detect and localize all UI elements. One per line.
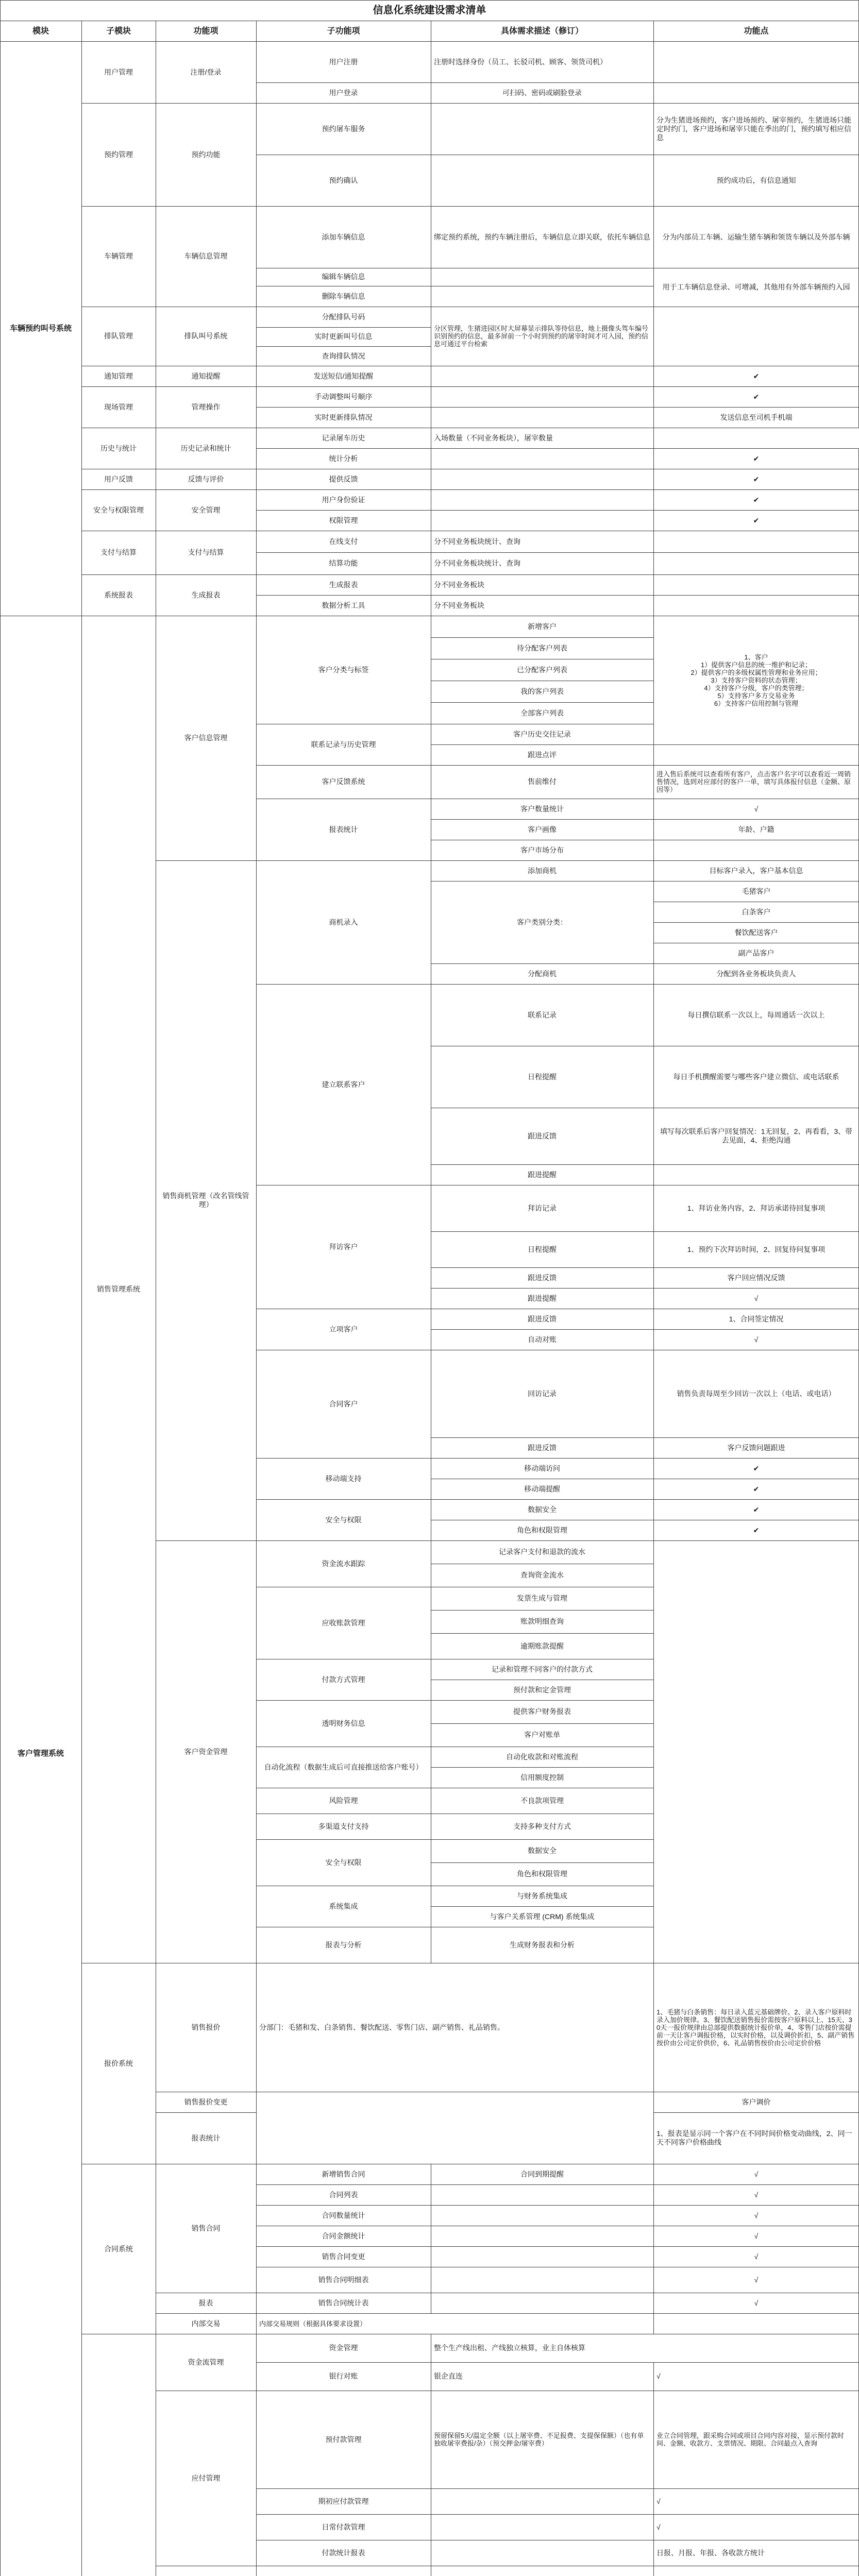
feature-visit-follow: 客户回应情况反馈: [727, 1273, 785, 1282]
assign-opp: 分配商机: [528, 969, 557, 978]
subfunction-header: 子功能项: [327, 26, 360, 36]
function-quote-stat: 报表统计: [191, 2133, 221, 2142]
build-follow: 跟进反馈: [528, 1131, 557, 1140]
contract-item: 销售合同统计表: [318, 2298, 369, 2307]
subfunction-queue-query: 查询排队情况: [322, 351, 365, 360]
subfunction-fund: 自动化流程（数据生成后可直接推送给客户账号）: [264, 1762, 423, 1771]
build-rec: 联系记录: [528, 1010, 557, 1019]
submodule-user-mgmt: 用户管理: [104, 67, 133, 76]
cust-type: 客户类别分类：: [517, 918, 567, 926]
feature-contract-follow: 客户反馈问题跟进: [727, 1443, 785, 1452]
function-header: 功能项: [193, 26, 218, 36]
visit-rec: 拜访记录: [528, 1204, 557, 1212]
function-internal: 内部交易: [191, 2319, 221, 2328]
fund-item: 与财务系统集成: [517, 1891, 567, 1900]
contract-item: 合同数量统计: [322, 2211, 365, 2219]
description-header: 具体需求描述（修订）: [500, 26, 583, 36]
submodule-quote: 报价系统: [104, 2059, 133, 2067]
subfunction-user-reg: 用户注册: [329, 57, 358, 66]
subfunction-add-car: 添加车辆信息: [322, 232, 365, 241]
feature-booking-svc: 分为生猪进场预约，客户进场预约、屠宰预约，生猪进场只能定时约门，客户进场和屠宰只能在季出的门，预约填写相应信息: [656, 115, 851, 142]
ap-item: 付款统计报表: [322, 2548, 365, 2557]
cash-item-desc: 银企直连: [434, 2372, 463, 2380]
subfunction-delete-car: 删除车辆信息: [322, 292, 365, 300]
function-cash: 资金流管理: [188, 2358, 224, 2366]
ap-item: 期初应付款管理: [318, 2497, 369, 2505]
subfunction-opp-entry: 商机录入: [329, 918, 358, 926]
desc-gen-report: 分不同业务板块: [434, 580, 484, 589]
subfunction-online-pay: 在线支付: [329, 537, 358, 546]
feature-ar: [653, 2566, 859, 2576]
feature-notify-check: ✔: [753, 371, 760, 380]
feature-after-sale: 进入售后系统可以查看所有客户，点击客户名字可以查看近一周销售情况，选到对应部付的客户一单，填写具体报付信息（金额、原因等）: [656, 770, 851, 793]
feature-visit-rec: 1、拜访业务内容，2、拜访承诺待回复事项: [687, 1204, 826, 1212]
subfunction-manual-call: 手动调整叫号顺序: [314, 392, 373, 401]
desc-online-pay: 分不同业务板块统计、查询: [434, 537, 520, 546]
function-report: 生成报表: [191, 590, 221, 599]
desc-user-login: 可扫码、密码或刷脸登录: [502, 88, 582, 97]
submodule-yard: 现场管理: [104, 402, 133, 411]
contact-rec: 客户历史交往记录: [513, 730, 571, 738]
subfunction-fund: 应收账款管理: [322, 1618, 365, 1627]
feature-header: 功能点: [744, 26, 769, 36]
function-quote-change: 销售报价变更: [184, 2097, 228, 2106]
subfunction-data-tool: 数据分析工具: [322, 601, 365, 609]
function-car-info: 车辆信息管理: [184, 252, 228, 260]
feature-build-rec: 每日撰信联系一次以上，每周通话一次以上: [687, 1010, 825, 1019]
feature-stat-check: ✔: [753, 454, 760, 463]
fund-item: 账款明细查询: [520, 1617, 564, 1625]
subfunction-give-feedback: 提供反馈: [329, 474, 358, 483]
cust-type-item: 毛猪客户: [742, 887, 771, 895]
feature-ap3: √: [656, 2522, 661, 2531]
submodule-sales: 销售管理系统: [97, 1285, 140, 1293]
subfunction-mobile: 移动端支持: [325, 1474, 362, 1483]
function-queue: 排队叫号系统: [184, 332, 228, 340]
ap-item: 预付款管理: [325, 2435, 362, 2444]
cust-class-item: 已分配客户列表: [517, 665, 567, 674]
function-cust-info: 客户信息管理: [184, 734, 228, 742]
ar-item-desc: [431, 2566, 653, 2576]
ar-item: [256, 2566, 431, 2576]
fund-item: 提供客户财务报表: [513, 1707, 571, 1716]
cust-region: 客户画像: [528, 825, 557, 834]
feature-ap: 业立合同管理，跟采购合同或项目合同内容对接，显示预付款时间、金额、收款方、支票情况、期限、合同最点入查询: [656, 2432, 845, 2447]
cust-class-item: 待分配客户列表: [517, 643, 567, 652]
feature-manual-call-check: ✔: [753, 392, 760, 401]
subfunction-user-login: 用户登录: [329, 88, 358, 97]
visit-follow: 跟进反馈: [528, 1273, 557, 1282]
function-ap: 应付管理: [191, 2473, 221, 2482]
feature-cust-count: √: [754, 804, 759, 813]
cust-type-item: 白条客户: [742, 907, 771, 916]
fund-item: 不良款项管理: [520, 1796, 564, 1805]
contract-item: 合同列表: [329, 2190, 358, 2199]
feature-ap4: 日报、月报、年报、各收款方统计: [656, 2548, 765, 2557]
feature-contract-item: √: [754, 2231, 759, 2240]
role-perm: 角色和权限管理: [517, 1526, 567, 1534]
sheet-title: 信息化系统建设需求清单: [373, 4, 486, 16]
cust-type-item: 副产品客户: [738, 948, 774, 957]
desc-settle: 分不同业务板块统计、查询: [434, 559, 520, 567]
feature-mobile-visit: ✔: [753, 1464, 760, 1472]
desc-data-tool: 分不同业务板块: [434, 601, 484, 609]
feature-edit-car: 用于工车辆信息登录、可增减，其他用有外部车辆预约入园: [662, 283, 850, 291]
function-pay: 支付与结算: [188, 548, 224, 556]
feature-contract-item: √: [754, 2298, 759, 2307]
feature-visit-plan: 1、预约下次拜访时间，2、回复待问复事项: [687, 1245, 826, 1253]
feature-add-car: 分为内部员工车辆、运输生猪车辆和领货车辆以及外部车辆: [662, 232, 850, 241]
feature-contract-item: √: [754, 2190, 759, 2199]
subfunction-booking-confirm: 预约确认: [329, 176, 358, 184]
function-contract-report: 报表: [198, 2298, 213, 2307]
subfunction-cust-feedback: 客户反馈系统: [322, 777, 365, 786]
fund-item: 预付款和定金管理: [513, 1685, 571, 1694]
cust-dist: 客户市场分布: [520, 845, 564, 854]
contract-item-desc: 合同到期提醒: [520, 2170, 564, 2178]
fund-item: 发票生成与管理: [517, 1594, 567, 1602]
feature-perm-check: ✔: [753, 516, 760, 524]
function-booking: 预约功能: [191, 150, 221, 159]
subfunction-queue-assign: 分配排队号码: [322, 312, 365, 321]
submodule-feedback: 用户反馈: [104, 474, 133, 483]
function-sales-quote: 销售报价: [191, 2023, 221, 2031]
cash-item-desc: 整个生产线出租、产线独立核算，业主自体核算: [434, 2344, 585, 2352]
subfunction-fund: 系统集成: [329, 1902, 358, 1910]
fund-item: 自动化收款和对账流程: [506, 1752, 578, 1761]
fund-item: 查询资金流水: [520, 1571, 564, 1579]
feature-cust-class: 1、客户 1）提供客户信息的统一维护和记录； 2）提供客户的多级权属性管理和业务应用； 3）支持客户资料的状态管理； 4）支持客户分级，客户的类管理； 5）支持客户多方交易业务 6）支持客户信用控制与管理: [690, 653, 822, 707]
deal-follow: 跟进反馈: [528, 1314, 557, 1323]
function-security: 安全管理: [191, 505, 221, 514]
subfunction-visit: 拜访客户: [329, 1242, 358, 1251]
function-sales-contract: 销售合同: [191, 2224, 221, 2232]
subfunction-deal: 立项客户: [329, 1325, 358, 1333]
deal-auto: 自动对账: [528, 1335, 557, 1344]
desc-sales-quote: 分部门：毛猪和发、白条销售、餐饮配送、零售门店、副产销售、礼品销售。: [259, 2023, 504, 2031]
subfunction-rec-history: 记录屠车历史: [322, 433, 365, 442]
fund-item: 信用额度控制: [520, 1773, 564, 1782]
subfunction-sec-perm: 安全与权限: [325, 1515, 362, 1524]
submodule-pay: 支付与结算: [100, 548, 137, 556]
function-reg-login: 注册/登录: [190, 67, 222, 76]
feature-deal-follow: 1、合同签定情况: [729, 1314, 784, 1323]
feature-visit-remind: √: [754, 1294, 759, 1302]
subfunction-build-contact: 建立联系客户: [322, 1080, 365, 1089]
cust-class-item: 我的客户列表: [520, 687, 564, 696]
cash-item: 资金管理: [329, 2344, 358, 2352]
module-header: 模块: [32, 26, 49, 36]
cust-count: 客户数量统计: [520, 804, 564, 813]
contract-follow: 跟进反馈: [528, 1443, 557, 1452]
feature-cust-region: 年龄、户籍: [738, 825, 774, 834]
submodule-report: 系统报表: [104, 590, 133, 599]
fund-item: 逾期账款提醒: [520, 1641, 564, 1650]
submodule-booking: 预约管理: [104, 150, 133, 159]
contract-item: 销售合同明细表: [318, 2275, 369, 2284]
feature-cash: √: [656, 2372, 661, 2380]
function-ar: [156, 2566, 256, 2576]
desc-queue: 分区管理，生猪进园区时大屏幕显示排队等待信息，地上摄像头驾车编号识别预约的信息，最多屏前一个小时到预约的屠宰时间才可入园，预约信息可通过平台检索: [434, 325, 649, 348]
feature-feedback-check: ✔: [753, 474, 760, 483]
submodule-car: 车辆管理: [104, 252, 133, 260]
function-feedback: 反馈与评价: [188, 474, 224, 483]
add-opp: 添加商机: [528, 866, 557, 875]
desc-rec-history: 入场数量（不同业务板块），屠宰数量: [434, 433, 553, 442]
subfunction-fund: 风险管理: [329, 1796, 358, 1805]
subfunction-cust-class: 客户分类与标签: [318, 665, 369, 674]
feature-contract-item: √: [754, 2252, 759, 2261]
fund-item: 角色和权限管理: [517, 1870, 567, 1878]
function-opp-mgmt: 销售商机管理（改名管线管理）: [162, 1192, 249, 1209]
cust-class-item: 新增客户: [528, 622, 557, 631]
feature-auth-check: ✔: [753, 495, 760, 504]
mobile-visit: 移动端访问: [524, 1464, 560, 1472]
build-remind: 跟进提醒: [528, 1170, 557, 1179]
function-fund-mgmt: 客户资金管理: [184, 1747, 228, 1756]
submodule-contract: 合同系统: [104, 2244, 133, 2253]
fund-item: 生成财务报表和分析: [510, 1940, 575, 1949]
feature-booking-confirm: 预约成功后，有信息通知: [716, 176, 796, 184]
feature-contract-item: √: [754, 2170, 759, 2178]
desc-internal: 内部交易规则（根据具体要求设置）: [259, 2319, 367, 2328]
feature-contract-item: √: [754, 2275, 759, 2284]
fund-item: 支持多种支付方式: [513, 1822, 571, 1831]
feature-assign-opp: 分配到各业务板块负责人: [716, 969, 796, 978]
subfunction-fund: 报表与分析: [325, 1940, 362, 1949]
fund-item: 客户对账单: [524, 1731, 560, 1739]
contract-item: 销售合同变更: [322, 2252, 365, 2261]
feature-build-plan: 每日手机撰醒需要与哪些客户建立微信、或电话联系: [673, 1072, 839, 1081]
subfunction-edit-car: 编辑车辆信息: [322, 273, 365, 281]
subfunction-contract-cust: 合同客户: [329, 1399, 358, 1408]
feature-add-opp: 目标客户录入，客户基本信息: [709, 866, 803, 875]
subfunction-fund: 多渠道支付支持: [318, 1822, 369, 1831]
desc-add-car: 绑定预约系统，预约车辆注册后，车辆信息立即关联，依托车辆信息: [434, 232, 650, 241]
fund-item: 与客户关系管理 (CRM) 系统集成: [490, 1912, 595, 1921]
module-vehicle: 车辆预约叫号系统: [9, 324, 72, 333]
subfunction-gen-report: 生成报表: [329, 580, 358, 589]
subfunction-live-queue: 实时更新排队情况: [314, 413, 373, 421]
subfunction-booking-svc: 预约屠车服务: [322, 124, 365, 133]
subfunction-fund: 付款方式管理: [322, 1675, 365, 1684]
ap-item: 日常付款管理: [322, 2522, 365, 2531]
after-sale: 售前维付: [528, 777, 557, 786]
feature-contract-visit: 销售负责每周至少回访一次以上（电话、或电话）: [677, 1389, 836, 1398]
feature-mobile-remind: ✔: [753, 1484, 760, 1493]
feature-quote-change: 客户调价: [742, 2097, 771, 2106]
feature-ap2: √: [656, 2497, 661, 2505]
subfunction-settle: 结算功能: [329, 559, 358, 567]
feature-sales-quote: 1、毛猪与白条销售：每日录入蓝元基础牌价。2、录入客户原料时录入加价规律。3、餐饮配送销售报价需按客户原料以上、15天、30天一报价规律由总部提供数据统计报价单，4、零售门店按价需提前一天让客户调报价格，以实时价格，以及调价折扣，5、副产销售按价由公司定价供价，6、礼品销售按价由公司定价价格: [656, 2008, 855, 2047]
feature-deal-auto: √: [754, 1335, 759, 1344]
submodule-queue: 排队管理: [104, 332, 133, 340]
subfunction-fund: 透明财务信息: [322, 1719, 365, 1727]
build-plan: 日程提醒: [528, 1072, 557, 1081]
feature-live-queue: 发送信息至司机手机端: [720, 413, 793, 421]
ap-item-desc: 预留保留5天/温定全额（以上屠宰费、不足报费、支提保保额）（也有单独收屠宰费报/杂）（预交押金/屠宰费）: [434, 2432, 644, 2447]
fund-item: 记录客户支付和退款的流水: [499, 1548, 585, 1556]
fund-item: 记录和管理不同客户的付款方式: [492, 1665, 593, 1673]
follow-point: 跟进点评: [528, 750, 557, 759]
visit-plan: 日程提醒: [528, 1245, 557, 1253]
function-notify: 通知提醒: [191, 371, 221, 380]
cust-type-item: 餐饮配送客户: [734, 928, 778, 937]
subfunction-fund: 安全与权限: [325, 1858, 362, 1867]
subfunction-contact-hist: 联系记录与历史管理: [311, 740, 376, 749]
contract-item: 新增销售合同: [322, 2170, 365, 2178]
feature-quote-stat: 1、报表是显示同一个客户在不同时间价格变动曲线，2、同一天不同客户价格曲线: [656, 2129, 852, 2146]
function-history: 历史记录和统计: [180, 444, 231, 452]
submodule-notify: 通知管理: [104, 371, 133, 380]
subfunction-perm: 权限管理: [329, 516, 358, 524]
feature-build-follow: 填写每次联系后客户回复情况：1无回复，2、再看看，3、带去见面，4、拒绝沟通: [660, 1127, 853, 1144]
submodule-security: 安全与权限管理: [93, 505, 144, 514]
contract-item: 合同金额统计: [322, 2231, 365, 2240]
subfunction-stat-analysis: 统计分析: [329, 454, 358, 463]
function-yard: 管理操作: [191, 402, 221, 411]
subfunction-fund: 资金流水跟踪: [322, 1559, 365, 1568]
submodule-history: 历史与统计: [100, 444, 137, 452]
mobile-remind: 移动端提醒: [524, 1484, 560, 1493]
subfunction-notify-send: 发送短信/通知提醒: [313, 371, 374, 380]
contract-visit: 回访记录: [528, 1389, 557, 1398]
data-sec: 数据安全: [528, 1505, 557, 1514]
subfunction-queue-live: 实时更新叫号信息: [314, 332, 373, 341]
feature-role-perm: ✔: [753, 1526, 760, 1534]
feature-data-sec: ✔: [753, 1505, 760, 1514]
subfunction-report-stat: 报表统计: [329, 825, 358, 834]
visit-remind: 跟进提醒: [528, 1294, 557, 1302]
cust-class-item: 全部客户列表: [520, 708, 564, 717]
desc-user-reg: 注册时选择身份（员工、长驳司机、顾客、领货司机）: [434, 57, 607, 66]
module-customer: 客户管理系统: [17, 1749, 64, 1758]
fund-item: 数据安全: [528, 1846, 557, 1855]
submodule-header: 子模块: [106, 26, 131, 36]
subfunction-user-auth: 用户身份验证: [322, 495, 365, 504]
cash-item: 银行对账: [329, 2372, 358, 2380]
feature-contract-item: √: [754, 2211, 759, 2219]
